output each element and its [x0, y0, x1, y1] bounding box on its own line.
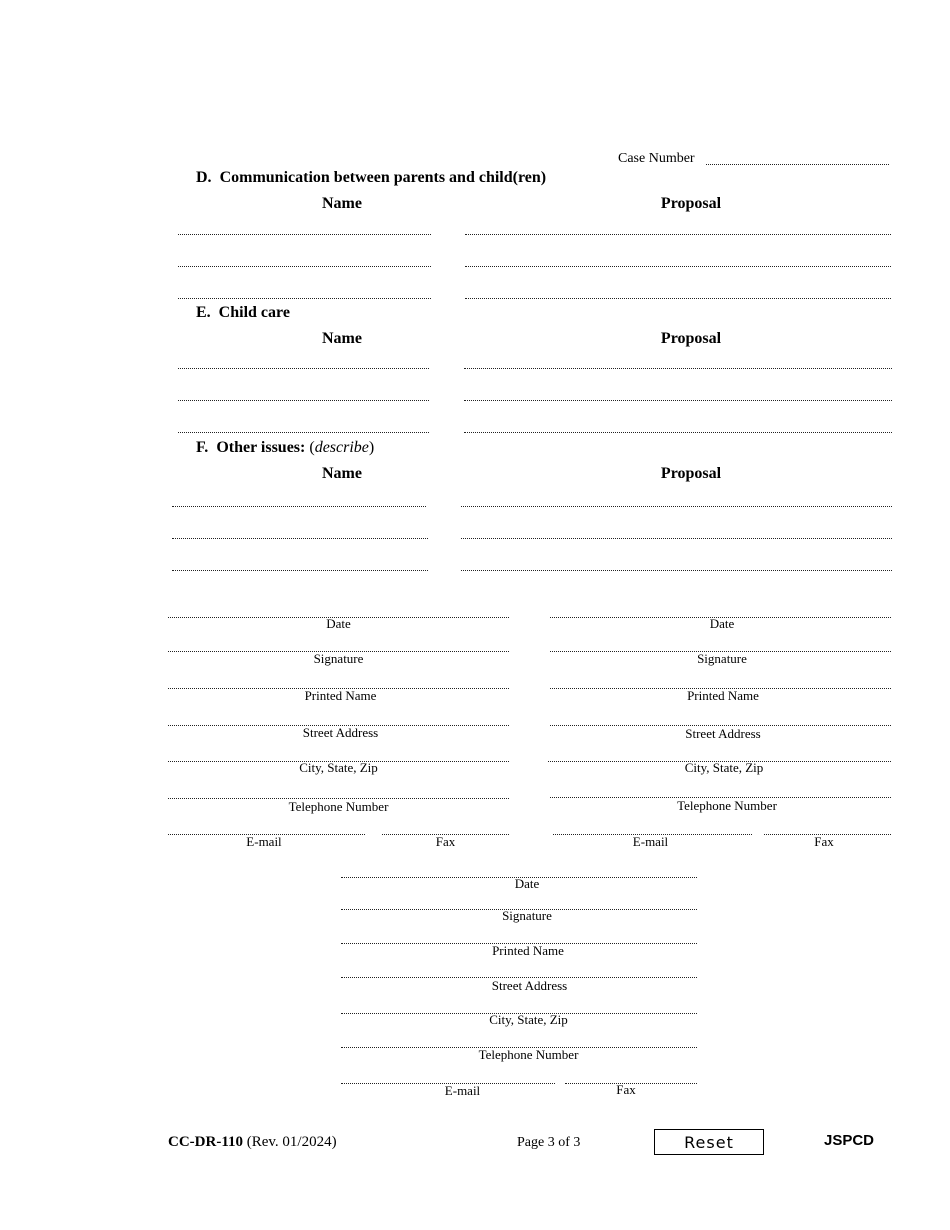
center-street-address-label: Street Address	[491, 978, 568, 993]
section-f-proposal-field-1[interactable]	[461, 506, 892, 507]
section-e-proposal-field-3[interactable]	[464, 432, 892, 433]
section-f-proposal-field-3[interactable]	[461, 570, 892, 571]
section-d-name-field-1[interactable]	[178, 234, 431, 235]
section-e-name-field-1[interactable]	[178, 368, 429, 369]
section-e-proposal-field-1[interactable]	[464, 368, 892, 369]
section-f-letter: F.	[196, 439, 209, 456]
right-fax-label: Fax	[814, 834, 834, 849]
right-date-label: Date	[709, 616, 735, 631]
right-telephone-label: Telephone Number	[677, 798, 777, 813]
page-number: Page 3 of 3	[517, 1135, 581, 1150]
center-telephone-label: Telephone Number	[478, 1047, 579, 1062]
reset-button[interactable]: Reset	[654, 1129, 764, 1155]
section-f-heading	[196, 439, 374, 457]
section-f-proposal-field-2[interactable]	[461, 538, 892, 539]
section-d-proposal-field-2[interactable]	[465, 266, 891, 267]
left-fax-label: Fax	[435, 834, 456, 849]
section-f-paren-open: (	[305, 439, 315, 456]
center-signature-label: Signature	[502, 908, 552, 923]
section-f-paren-close: )	[368, 439, 375, 456]
section-e-heading	[196, 304, 290, 322]
section-d-title: Communication between parents and child(ren)	[219, 169, 547, 186]
left-printed-name-label: Printed Name	[304, 688, 377, 703]
section-d-name-field-2[interactable]	[178, 266, 431, 267]
left-date-label: Date	[326, 616, 351, 631]
case-number-field[interactable]	[706, 164, 889, 165]
section-e-proposal-header: Proposal	[660, 330, 722, 347]
center-printed-name-label: Printed Name	[492, 943, 564, 958]
section-f-name-field-3[interactable]	[172, 570, 428, 571]
agency-label: JSPCD	[824, 1132, 875, 1149]
left-telephone-label: Telephone Number	[288, 799, 389, 814]
section-d-name-header: Name	[322, 195, 362, 212]
section-f-name-field-2[interactable]	[172, 538, 428, 539]
section-e-name-field-3[interactable]	[178, 432, 429, 433]
section-f-describe: describe	[314, 439, 369, 456]
section-d-proposal-header: Proposal	[660, 195, 722, 212]
left-email-label: E-mail	[246, 834, 282, 849]
form-revision: (Rev. 01/2024)	[243, 1134, 337, 1150]
center-date-label: Date	[514, 876, 540, 891]
center-fax-label: Fax	[616, 1082, 636, 1097]
section-d-proposal-field-3[interactable]	[465, 298, 891, 299]
section-f-title: Other issues:	[216, 439, 306, 456]
left-street-address-label: Street Address	[302, 725, 379, 740]
center-email-label: E-mail	[444, 1083, 481, 1098]
form-id: CC-DR-110	[168, 1134, 243, 1150]
section-d-name-field-3[interactable]	[178, 298, 431, 299]
section-e-name-field-2[interactable]	[178, 400, 429, 401]
right-city-state-zip-label: City, State, Zip	[684, 760, 764, 775]
section-d-letter: D.	[196, 169, 212, 186]
section-f-proposal-header: Proposal	[660, 465, 722, 482]
left-city-state-zip-label: City, State, Zip	[299, 760, 378, 775]
right-email-label: E-mail	[632, 834, 669, 849]
left-signature-label: Signature	[313, 651, 364, 666]
case-number-label: Case Number	[618, 151, 695, 166]
section-e-name-header: Name	[322, 330, 362, 347]
section-d-proposal-field-1[interactable]	[465, 234, 891, 235]
form-id-revision	[168, 1134, 337, 1151]
right-signature-label: Signature	[697, 651, 747, 666]
section-f-name-header: Name	[322, 465, 362, 482]
section-d-heading	[196, 169, 546, 187]
right-street-address-label: Street Address	[685, 726, 761, 741]
right-printed-name-label: Printed Name	[687, 688, 759, 703]
section-f-name-field-1[interactable]	[172, 506, 426, 507]
section-e-title: Child care	[218, 304, 290, 321]
section-e-letter: E.	[196, 304, 211, 321]
center-city-state-zip-label: City, State, Zip	[489, 1012, 568, 1027]
section-e-proposal-field-2[interactable]	[464, 400, 892, 401]
